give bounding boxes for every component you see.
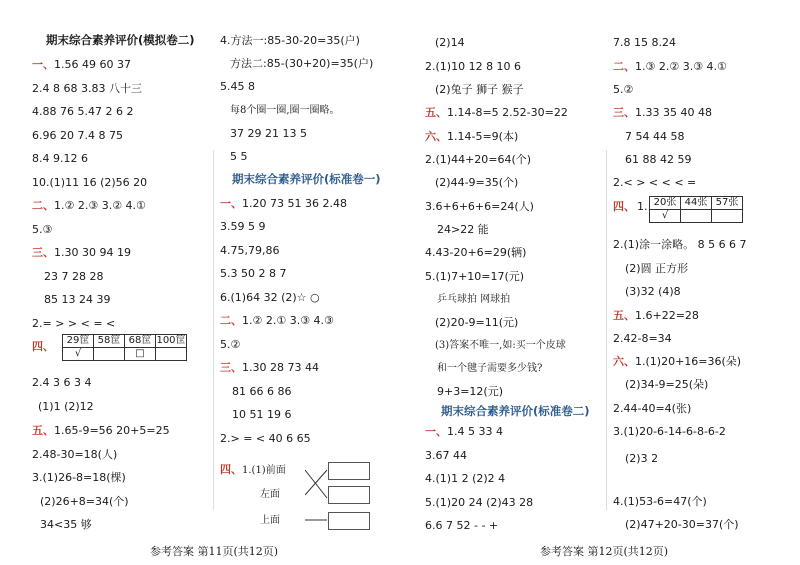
answer-line: 一、1.4 5 33 4 [425, 425, 503, 438]
answer-line: (2)3 2 [625, 452, 659, 465]
answer-line: 六、1.(1)20+16=36(朵) [613, 355, 742, 368]
answer-line: 5.(1)20 24 (2)43 28 [425, 496, 534, 509]
answer-line: 2.44-40=4(张) [613, 402, 692, 415]
page-footer-right: 参考答案 第12页(共12页) [540, 545, 669, 558]
answer-line: 4.(1)1 2 (2)2 4 [425, 472, 506, 485]
answer-line: (2)26+8=34(个) [40, 495, 129, 508]
answer-line: 7 54 44 58 [625, 130, 685, 143]
answer-line: 二、1.② 2.③ 3.② 4.① [32, 199, 146, 212]
answer-line: 五、1.6+22=28 [613, 309, 699, 322]
table-cell: 29筐 [63, 335, 94, 348]
answer-line: 4.(1)53-6=47(个) [613, 495, 707, 508]
answer-line: 5.③ [32, 223, 53, 236]
answer-line: 2.(1)涂一涂略。 8 5 6 6 7 [613, 238, 747, 251]
answer-line: 8.4 9.12 6 [32, 152, 88, 165]
answer-line: 85 13 24 39 [44, 293, 111, 306]
answer-line: 6.(1)64 32 (2)☆ ○ [220, 291, 320, 304]
answer-line: 2.4 3 6 3 4 [32, 376, 92, 389]
answer-line: 五、1.65-9=56 20+5=25 [32, 424, 170, 437]
answer-line: 81 66 6 86 [232, 385, 292, 398]
section-title: 期末综合素养评价(模拟卷二) [46, 33, 195, 47]
answer-line: 4.方法一:85-30-20=35(户) [220, 34, 360, 47]
answer-line: 2.4 8 68 3.83 八十三 [32, 82, 142, 95]
section-title: 期末综合素养评价(标准卷一) [232, 172, 381, 186]
table-cell: 68筐 [125, 335, 156, 348]
table-cell [712, 210, 743, 223]
answer-line: 6.6 7 52 - - + [425, 519, 499, 532]
section-marker: 四、 [32, 340, 54, 353]
answer-line: (2)14 [435, 36, 465, 49]
shape-box [328, 512, 370, 530]
answer-line: 3.67 44 [425, 449, 467, 462]
answer-line: 二、1.② 2.① 3.③ 4.③ [220, 314, 334, 327]
answer-line: 三、1.30 30 94 19 [32, 246, 131, 259]
answer-line: 1. [637, 200, 648, 213]
answer-line: 三、1.30 28 73 44 [220, 361, 319, 374]
answer-line: 3.(1)20-6-14-6-8-6-2 [613, 425, 726, 438]
table-cell: 100筐 [156, 335, 186, 346]
section-marker: 四、 [613, 200, 635, 213]
answer-line: 10 51 19 6 [232, 408, 292, 421]
answer-line: 9+3=12(元) [437, 385, 504, 398]
answer-line: 三、1.33 35 40 48 [613, 106, 712, 119]
answer-line: 上面 [260, 515, 280, 526]
answer-line: 2.(1)10 12 8 10 6 [425, 60, 522, 73]
answer-line: 5.② [220, 338, 241, 351]
answer-line: 3.6+6+6+6=24(人) [425, 200, 534, 213]
page-footer-left: 参考答案 第11页(共12页) [150, 545, 279, 558]
answer-line: (1)1 (2)12 [38, 400, 94, 413]
answer-line: 乒乓球拍 网球拍 [437, 294, 511, 305]
answer-line: 一、1.56 49 60 37 [32, 58, 131, 71]
answer-line: 一、1.20 73 51 36 2.48 [220, 197, 347, 210]
table-cell: √ [650, 210, 681, 223]
answer-line: 5.45 8 [220, 80, 255, 93]
table-cell: √ [63, 348, 94, 361]
section-title: 期末综合素养评价(标准卷二) [441, 404, 590, 418]
table-cell [156, 348, 187, 361]
answer-table [62, 334, 187, 361]
answer-line: 2.> = < 40 6 65 [220, 432, 311, 445]
answer-line: 5.(1)7+10=17(元) [425, 270, 525, 283]
answer-line: 23 7 28 28 [44, 270, 104, 283]
shape-box [328, 486, 370, 504]
answer-line: 3.59 5 9 [220, 220, 266, 233]
answer-line: 5.② [613, 83, 634, 96]
answer-line: 2.= > > < = < [32, 317, 116, 330]
answer-line: 5.3 50 2 8 7 [220, 267, 287, 280]
answer-line: 6.96 20 7.4 8 75 [32, 129, 123, 142]
answer-line: (3)答案不唯一,如:买一个皮球 [435, 340, 566, 351]
table-cell [681, 210, 712, 223]
answer-line: 2.< > < < < = [613, 176, 697, 189]
answer-line: 四、1.(1)前面 [220, 463, 286, 476]
answer-line: 4.75,79,86 [220, 244, 280, 257]
answer-line: 左面 [260, 489, 280, 500]
table-cell: □ [125, 348, 156, 361]
answer-line: (2)47+20-30=37(个) [625, 518, 739, 531]
answer-line: 和一个毽子需要多少钱? [437, 363, 543, 374]
answer-line: 10.(1)11 16 (2)56 20 [32, 176, 148, 189]
answer-line: 五、1.14-8=5 2.52-30=22 [425, 106, 568, 119]
answer-line: 3.(1)26-8=18(棵) [32, 471, 126, 484]
table-cell: 20张 [650, 197, 681, 210]
answer-line: 六、1.14-5=9(本) [425, 130, 519, 143]
answer-line: 4.88 76 5.47 2 6 2 [32, 105, 134, 118]
answer-line: 61 88 42 59 [625, 153, 692, 166]
answer-line: (2)44-9=35(个) [435, 176, 519, 189]
answer-line: (2)兔子 狮子 猴子 [435, 83, 524, 96]
answer-line: 2.42-8=34 [613, 332, 672, 345]
answer-line: (2)34-9=25(朵) [625, 378, 709, 391]
answer-line: 24>22 能 [437, 223, 489, 236]
answer-line: (2)20-9=11(元) [435, 316, 519, 329]
answer-line: 每8个圈一圈,圈一圈略。 [230, 105, 340, 116]
table-cell: 57张 [712, 197, 743, 210]
answer-line: 4.43-20+6=29(辆) [425, 246, 527, 259]
answer-line: 34<35 够 [40, 518, 92, 531]
answer-line: 7.8 15 8.24 [613, 36, 676, 49]
shape-box [328, 462, 370, 480]
column-divider [213, 150, 214, 510]
answer-line: 方法二:85-(30+20)=35(户) [230, 57, 374, 70]
answer-line: (3)32 (4)8 [625, 285, 681, 298]
column-divider [606, 150, 607, 510]
table-cell [94, 348, 125, 361]
table-cell: 44张 [681, 197, 712, 210]
answer-line: (2)圆 正方形 [625, 262, 689, 275]
table-cell: 58筐 [94, 335, 125, 348]
answer-line: 37 29 21 13 5 [230, 127, 307, 140]
answer-line: 5 5 [230, 150, 248, 163]
answer-table [649, 196, 743, 223]
answer-line: 二、1.③ 2.② 3.③ 4.① [613, 60, 727, 73]
answer-line: 2.(1)44+20=64(个) [425, 153, 532, 166]
answer-line: 2.48-30=18(人) [32, 448, 118, 461]
